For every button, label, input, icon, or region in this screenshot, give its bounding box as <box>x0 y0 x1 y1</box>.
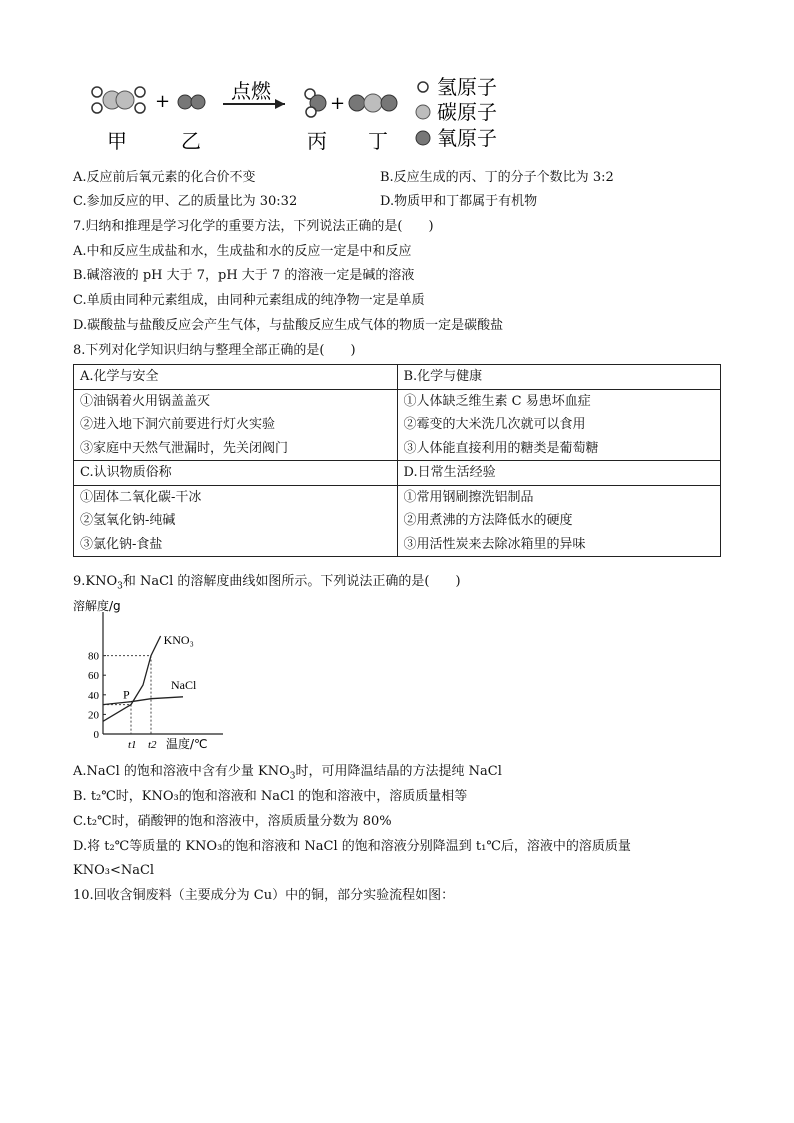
q8-a-1: ①油锅着火用锅盖盖灭 <box>74 389 398 413</box>
q7-stem: 7.归纳和推理是学习化学的重要方法，下列说法正确的是( ) <box>73 219 434 234</box>
q6-option-d[interactable]: D.物质甲和丁都属于有机物 <box>380 194 538 209</box>
label-yi: 乙 <box>181 129 201 153</box>
series-1-label: NaCl <box>171 677 197 692</box>
q9-option-c[interactable]: C.t₂℃时，硝酸钾的饱和溶液中，溶质质量分数为 80% <box>73 814 392 829</box>
point-p-label: P <box>123 687 130 702</box>
legend-oxygen: 氧原子 <box>437 126 497 150</box>
y-tick-label-0: 0 <box>93 729 99 741</box>
q8-title-d[interactable]: D.日常生活经验 <box>397 461 721 486</box>
oxygen-icon <box>416 131 430 145</box>
series-1-curve <box>103 697 183 705</box>
q6-option-c[interactable]: C.参加反应的甲、乙的质量比为 30:32 <box>73 194 298 209</box>
y-tick-label-60: 60 <box>88 670 99 683</box>
q9-option-d-cont: KNO₃<NaCl <box>73 863 155 878</box>
molecule-jia <box>92 87 145 113</box>
x-tick-label-t2: t2 <box>148 739 157 751</box>
reaction-condition: 点燃 <box>231 79 271 103</box>
reaction-diagram <box>85 72 515 154</box>
q7-option-c[interactable]: C.单质由同种元素组成，由同种元素组成的纯净物一定是单质 <box>73 293 425 308</box>
q9-option-d[interactable]: D.将 t₂℃等质量的 KNO₃的饱和溶液和 NaCl 的饱和溶液分别降温到 t₁℃后，溶液中的溶质质量 <box>73 839 631 854</box>
legend <box>416 75 497 150</box>
q8-b-2: ②霉变的大米洗几次就可以食用 <box>397 413 721 437</box>
q9-stem: $9.KNO_3$和 NaCl 的溶解度曲线如图所示。下列说法正确的是( ) <box>73 574 461 592</box>
hydrogen-icon <box>418 82 428 92</box>
y-tick-label-80: 80 <box>88 650 99 663</box>
q8-a-3: ③家庭中天然气泄漏时，先关闭阀门 <box>74 437 398 461</box>
q8-title-c[interactable]: C.认识物质俗称 <box>74 461 398 486</box>
x-tick-label-t1: t1 <box>128 739 137 751</box>
y-tick-label-20: 20 <box>88 709 99 722</box>
legend-carbon: 碳原子 <box>437 100 497 124</box>
q10-stem: 10.回收含铜废料（主要成分为 Cu）中的铜，部分实验流程如图： <box>73 888 455 903</box>
q8-d-3: ③用活性炭来去除冰箱里的异味 <box>397 533 721 557</box>
q8-title-a[interactable]: A.化学与安全 <box>74 365 398 390</box>
q9-option-a[interactable]: A.NaCl 的饱和溶液中含有少量 $KNO_3$时，可用降温结晶的方法提纯 NaCl <box>73 764 502 782</box>
q8-d-1: ①常用钢刷擦洗铝制品 <box>397 485 721 509</box>
carbon-icon <box>416 105 430 119</box>
q6-option-b[interactable]: B.反应生成的丙、丁的分子个数比为 3:2 <box>380 170 614 185</box>
label-jia: 甲 <box>107 129 127 153</box>
y-axis-label: 溶解度/g <box>73 599 121 613</box>
q9-option-b[interactable]: B. t₂℃时，KNO₃的饱和溶液和 NaCl 的饱和溶液中，溶质质量相等 <box>73 789 468 804</box>
q7-option-a[interactable]: A.中和反应生成盐和水，生成盐和水的反应一定是中和反应 <box>73 244 412 259</box>
q8-d-2: ②用煮沸的方法降低水的硬度 <box>397 509 721 533</box>
molecule-bing <box>305 89 326 117</box>
q8-b-3: ③人体能直接利用的糖类是葡萄糖 <box>397 437 721 461</box>
q8-b-1: ①人体缺乏维生素 C 易患坏血症 <box>397 389 721 413</box>
q8-title-b[interactable]: B.化学与健康 <box>397 365 721 390</box>
label-ding: 丁 <box>368 129 388 153</box>
series-0-label: KNO₃ <box>163 633 194 647</box>
molecule-ding <box>349 94 397 112</box>
q8-c-1: ①固体二氧化碳-干冰 <box>74 485 398 509</box>
plus-2: + <box>330 93 346 114</box>
q8-table <box>73 364 721 557</box>
q6-option-a[interactable]: A.反应前后氧元素的化合价不变 <box>73 170 256 185</box>
q8-c-2: ②氢氧化钠-纯碱 <box>74 509 398 533</box>
x-axis-label: 温度/℃ <box>166 737 208 751</box>
legend-hydrogen: 氢原子 <box>437 75 497 99</box>
y-tick-label-40: 40 <box>88 689 99 702</box>
q8-a-2: ②进入地下洞穴前要进行灯火实验 <box>74 413 398 437</box>
q7-option-d[interactable]: D.碳酸盐与盐酸反应会产生气体，与盐酸反应生成气体的物质一定是碳酸盐 <box>73 318 504 333</box>
molecule-yi <box>178 95 205 109</box>
solubility-chart <box>73 596 233 756</box>
plus-1: + <box>155 91 171 112</box>
q8-c-3: ③氯化钠-食盐 <box>74 533 398 557</box>
q7-option-b[interactable]: B.碱溶液的 pH 大于 7，pH 大于 7 的溶液一定是碱的溶液 <box>73 268 415 283</box>
q8-stem: 8.下列对化学知识归纳与整理全部正确的是( ) <box>73 343 356 358</box>
series-0-curve <box>103 636 161 721</box>
label-bing: 丙 <box>307 129 327 153</box>
